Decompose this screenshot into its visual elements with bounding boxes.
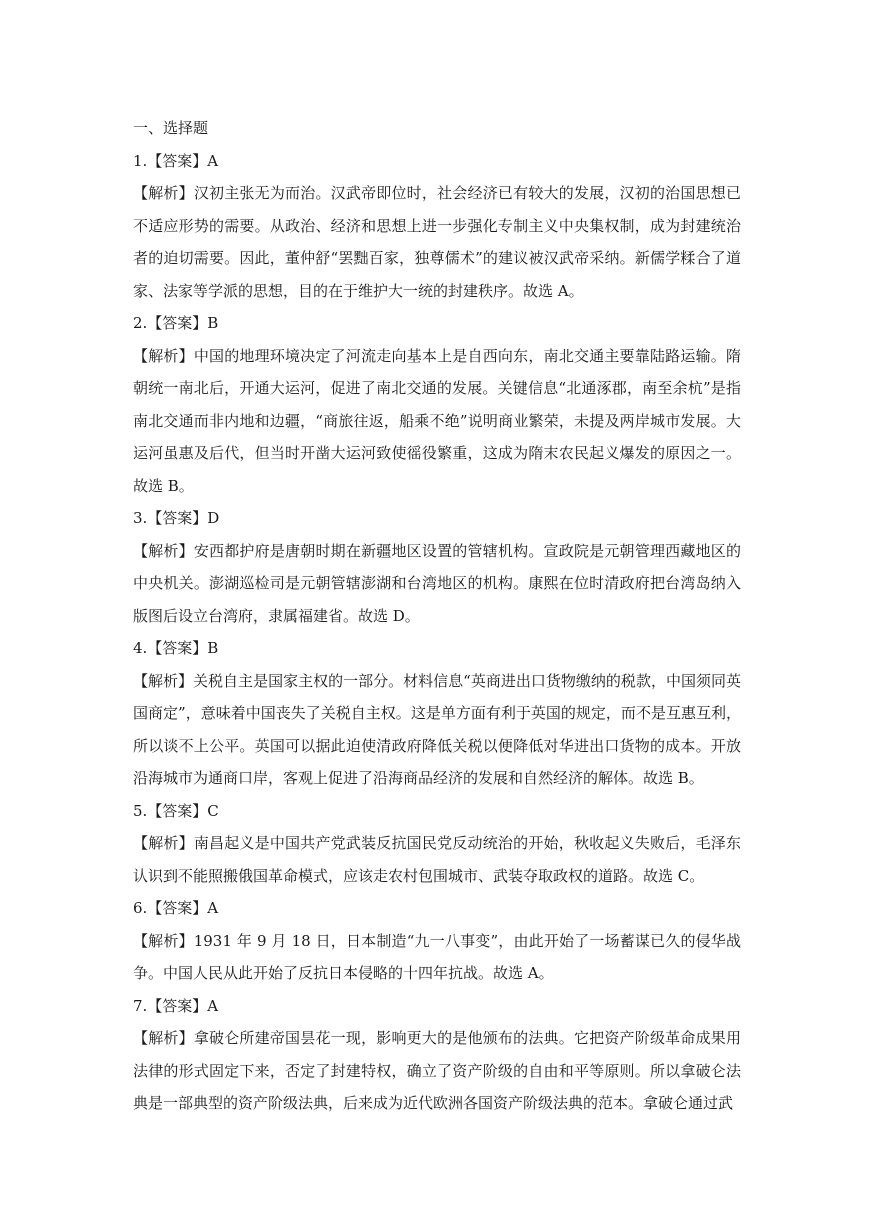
- answer-label: 2.【答案】B: [133, 314, 219, 332]
- document-page: [133, 112, 741, 1120]
- explanation-text: 【解析】汉初主张无为而治。汉武帝即位时，社会经济已有较大的发展，汉初的治国思想已不适应形势的需要。从政治、经济和思想上进一步强化专制主义中央集权制，成为封建统治者的迫切需要。因此，董仲舒“罢黜百家，独尊儒术”的建议被汉武帝采纳。新儒学糅合了道家、法家等学派的思想，目的在于维护大一统的封建秩序。故选 A。: [133, 184, 741, 300]
- section-title: 一、选择题: [133, 119, 209, 137]
- explanation-text: 【解析】中国的地理环境决定了河流走向基本上是自西向东，南北交通主要靠陆路运输。隋朝统一南北后，开通大运河，促进了南北交通的发展。关键信息“北通涿郡，南至余杭”是指南北交通而非内地和边疆，“商旅往返，船乘不绝”说明商业繁荣，未提及两岸城市发展。大运河虽惠及后代，但当时开凿大运河致使徭役繁重，这成为隋末农民起义爆发的原因之一。故选 B。: [133, 346, 741, 495]
- explanation-text: 【解析】关税自主是国家主权的一部分。材料信息“英商进出口货物缴纳的税款，中国须同英国商定”，意味着中国丧失了关税自主权。这是单方面有利于英国的规定，而不是互惠互利，所以谈不上公平。英国可以据此迫使清政府降低关税以便降低对华进出口货物的成本。开放沿海城市为通商口岸，客观上促进了沿海商品经济的发展和自然经济的解体。故选 B。: [133, 671, 741, 787]
- question-5: [133, 795, 741, 893]
- explanation-text: 【解析】1931 年 9 月 18 日，日本制造“九一八事变”，由此开始了一场蓄谋已久的侵华战争。中国人民从此开始了反抗日本侵略的十四年抗战。故选 A。: [133, 931, 741, 982]
- answer-label: 4.【答案】B: [133, 639, 219, 657]
- explanation-text: 【解析】安西都护府是唐朝时期在新疆地区设置的管辖机构。宣政院是元朝管理西藏地区的中央机关。澎湖巡检司是元朝管辖澎湖和台湾地区的机构。康熙在位时清政府把台湾岛纳入版图后设立台湾府，隶属福建省。故选 D。: [133, 541, 741, 625]
- question-7: [133, 990, 741, 1120]
- answer-label: 7.【答案】A: [133, 996, 219, 1015]
- question-2: [133, 307, 741, 502]
- question-3: [133, 502, 741, 632]
- explanation-text: 【解析】南昌起义是中国共产党武装反抗国民党反动统治的开始，秋收起义失败后，毛泽东认识到不能照搬俄国革命模式，应该走农村包围城市、武装夺取政权的道路。故选 C。: [133, 834, 741, 885]
- answer-label: 3.【答案】D: [133, 509, 220, 527]
- question-6: [133, 892, 741, 990]
- explanation-text: 【解析】拿破仑所建帝国昙花一现，影响更大的是他颁布的法典。它把资产阶级革命成果用法律的形式固定下来，否定了封建特权，确立了资产阶级的自由和平等原则。所以拿破仑法典是一部典型的资产阶级法典，后来成为近代欧洲各国资产阶级法典的范本。拿破仑通过武: [133, 1029, 741, 1112]
- question-1: [133, 145, 741, 308]
- answer-label: 1.【答案】A: [133, 151, 219, 170]
- answer-label: 5.【答案】C: [133, 801, 219, 820]
- question-4: [133, 632, 741, 795]
- answer-label: 6.【答案】A: [133, 899, 219, 917]
